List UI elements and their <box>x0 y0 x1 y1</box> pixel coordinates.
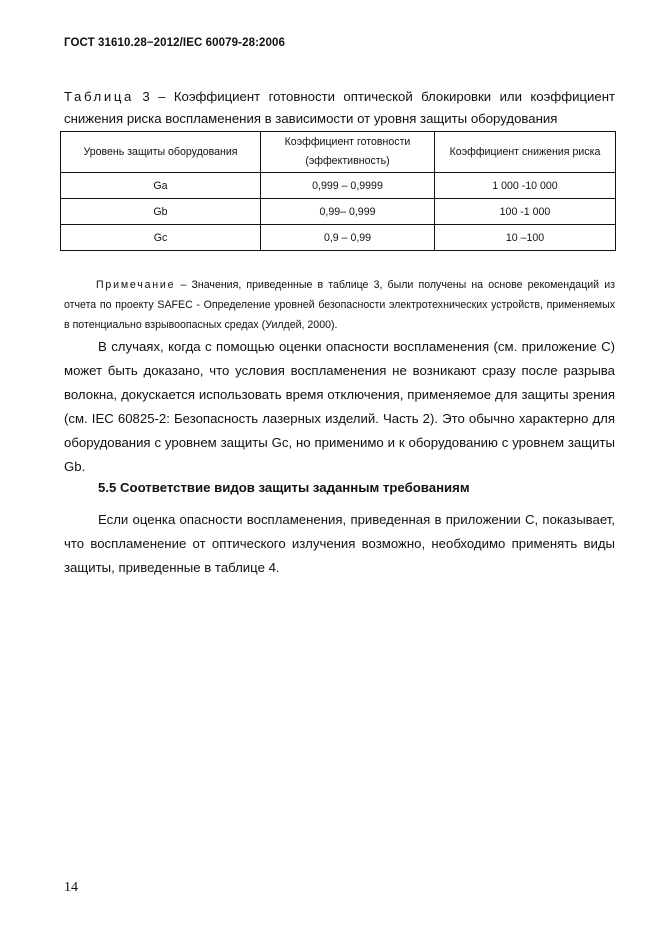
cell-reduction: 1 000 -10 000 <box>435 173 616 199</box>
table-caption-dash: – <box>158 89 166 104</box>
header-availability <box>261 132 435 173</box>
table-caption-label: Таблица <box>64 89 134 104</box>
table-caption-number: 3 <box>142 89 150 104</box>
table-caption-text: Коэффициент готовности оптической блокировки или коэффициент снижения риска воспламенения в зависимости от уровня защиты оборудования <box>64 89 616 126</box>
page-number: 14 <box>64 880 78 895</box>
protection-level-table <box>60 131 616 251</box>
table-row <box>61 225 616 251</box>
body-paragraph-1: В случаях, когда с помощью оценки опасности воспламенения (см. приложение С) может быть доказано, что условия воспламенения не возникают сразу после разрыва волокна, докускается использовать время отключения, применяемое для защиты зрения (см. IEC 60825-2: Безопасность лазерных изделий. Часть 2). Это обычно характерно для оборудования с уровнем защиты Gc, но применимо и к оборудованию с уровнем защиты Gb. <box>64 339 615 474</box>
table-row <box>61 199 616 225</box>
cell-availability: 0,999 – 0,9999 <box>261 173 435 199</box>
note-text: Значения, приведенные в таблице 3, были получены на основе рекомендаций из отчета по проекту SAFEC - Определение уровней безопасности электротехнических устройств, применяемых в потенциально взрывоопасных средах (Уилдей, 2000). <box>64 279 615 331</box>
header-protection-level: Уровень защиты оборудования <box>61 132 261 173</box>
cell-level: Gc <box>61 225 261 251</box>
note-dash: – <box>180 279 187 291</box>
cell-availability: 0,99– 0,999 <box>261 199 435 225</box>
header-availability-line2: (эффективность) <box>305 155 390 167</box>
cell-level: Gb <box>61 199 261 225</box>
body-paragraph-2: Если оценка опасности воспламенения, приведенная в приложении С, показывает, что воспламенение от оптического излучения возможно, необходимо применять виды защиты, приведенные в таблице 4. <box>64 512 615 575</box>
header-risk-reduction: Коэффициент снижения риска <box>435 132 616 173</box>
note-label: Примечание <box>96 279 176 291</box>
document-header-code: ГОСТ 31610.28−2012/IEC 60079-28:2006 <box>64 37 285 49</box>
table-row <box>61 173 616 199</box>
cell-availability: 0,9 – 0,99 <box>261 225 435 251</box>
table-note <box>64 275 615 335</box>
table-header-row <box>61 132 616 173</box>
table-caption <box>64 86 615 130</box>
section-heading: 5.5 Соответствие видов защиты заданным требованиям <box>98 480 470 495</box>
cell-level: Ga <box>61 173 261 199</box>
cell-reduction: 10 –100 <box>435 225 616 251</box>
header-availability-line1: Коэффициент готовности <box>284 136 411 148</box>
cell-reduction: 100 -1 000 <box>435 199 616 225</box>
